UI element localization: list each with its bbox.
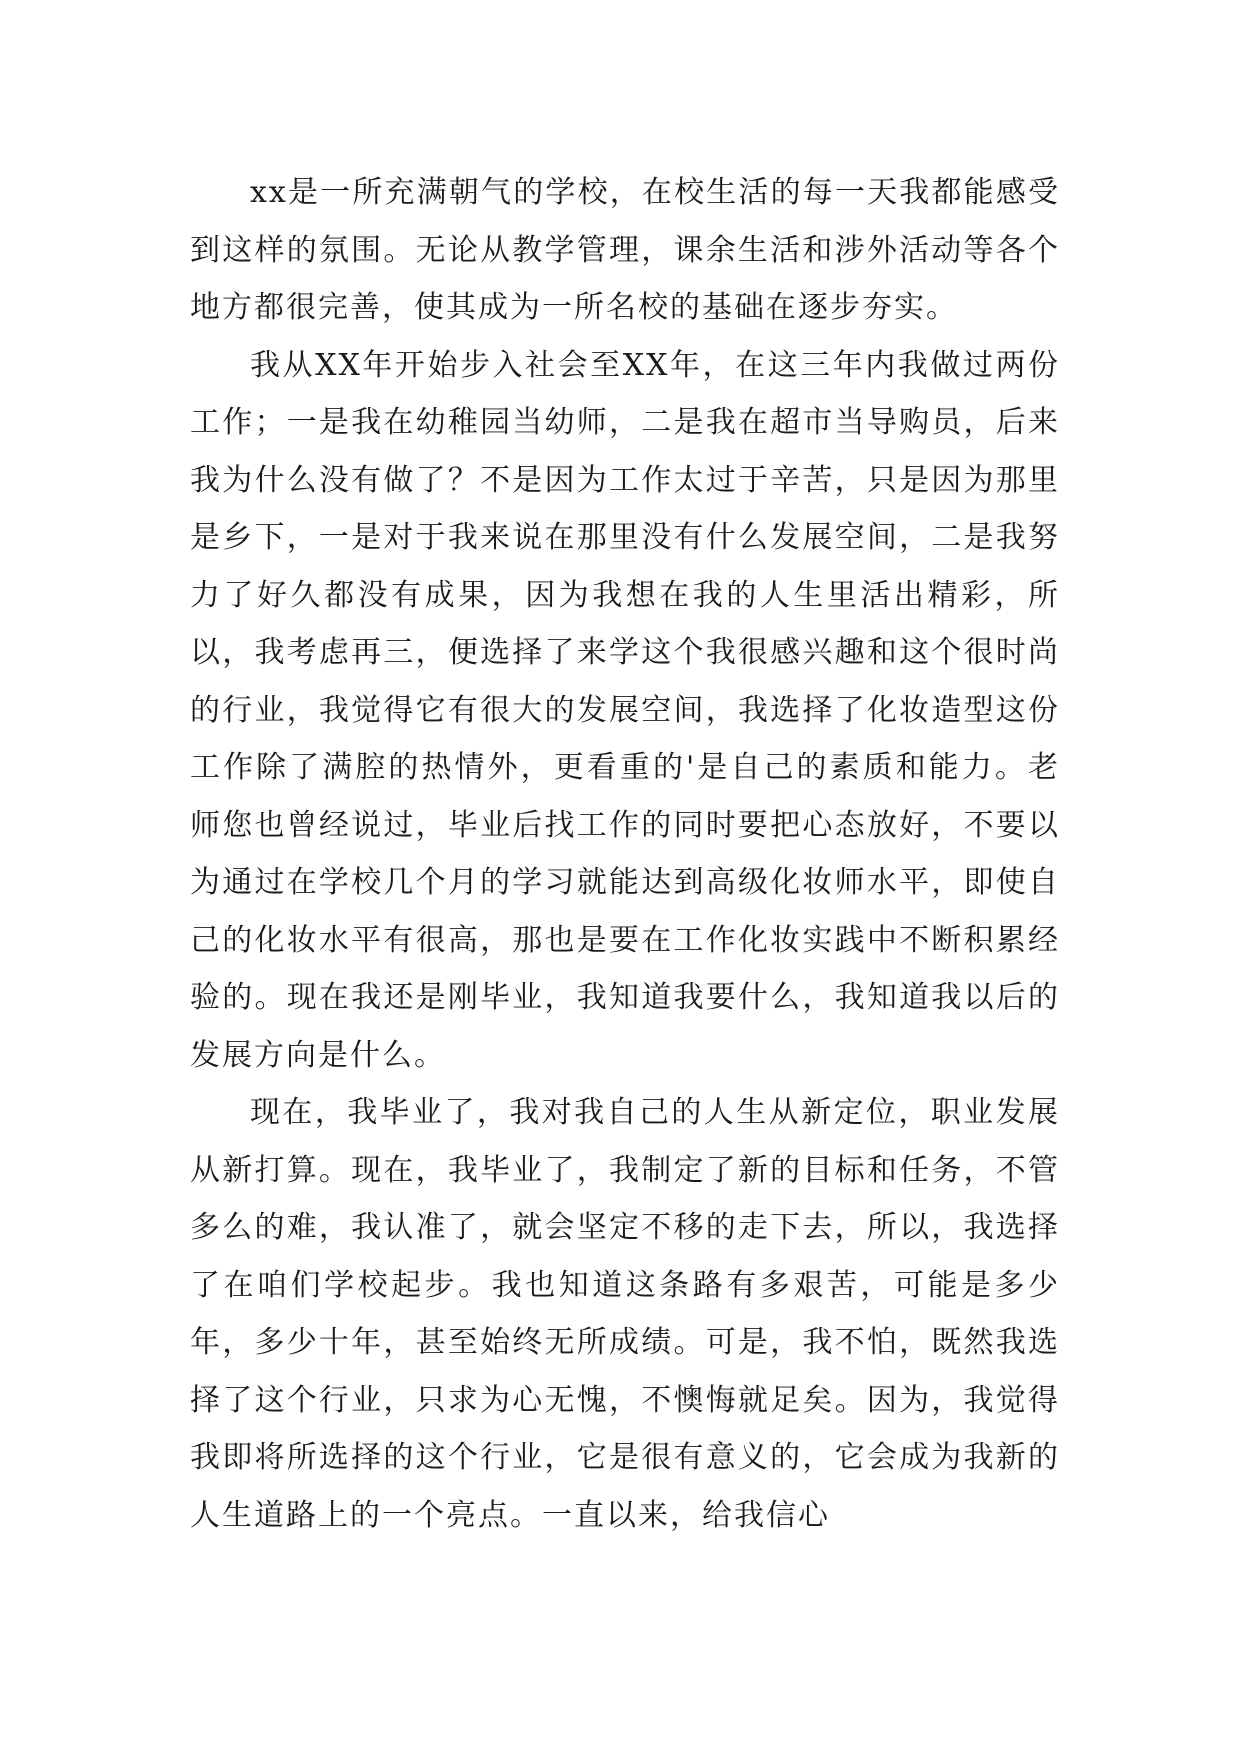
body-text [190, 164, 1060, 1544]
paragraph-3: 现在，我毕业了，我对我自己的人生从新定位，职业发展从新打算。现在，我毕业了，我制定了新的目标和任务，不管多么的难，我认准了，就会坚定不移的走下去，所以，我选择了在咱们学校起步。我也知道这条路有多艰苦，可能是多少年，多少十年，甚至始终无所成绩。可是，我不怕，既然我选择了这个行业，只求为心无愧，不懊悔就足矣。因为，我觉得我即将所选择的这个行业，它是很有意义的，它会成为我新的人生道路上的一个亮点。一直以来，给我信心 [190, 1095, 1060, 1533]
paragraph-1: xx是一所充满朝气的学校，在校生活的每一天我都能感受到这样的氛围。无论从教学管理，课余生活和涉外活动等各个地方都很完善，使其成为一所名校的基础在逐步夯实。 [190, 175, 1060, 325]
paragraph-2: 我从XX年开始步入社会至XX年，在这三年内我做过两份工作；一是我在幼稚园当幼师，二是我在超市当导购员，后来我为什么没有做了？不是因为工作太过于辛苦，只是因为那里是乡下，一是对于我来说在那里没有什么发展空间，二是我努力了好久都没有成果，因为我想在我的人生里活出精彩，所以，我考虑再三，便选择了来学这个我很感兴趣和这个很时尚的行业，我觉得它有很大的发展空间，我选择了化妆造型这份工作除了满腔的热情外，更看重的'是自己的素质和能力。老师您也曾经说过，毕业后找工作的同时要把心态放好，不要以为通过在学校几个月的学习就能达到高级化妆师水平，即使自己的化妆水平有很高，那也是要在工作化妆实践中不断积累经验的。现在我还是刚毕业，我知道我要什么，我知道我以后的发展方向是什么。 [190, 347, 1060, 1073]
